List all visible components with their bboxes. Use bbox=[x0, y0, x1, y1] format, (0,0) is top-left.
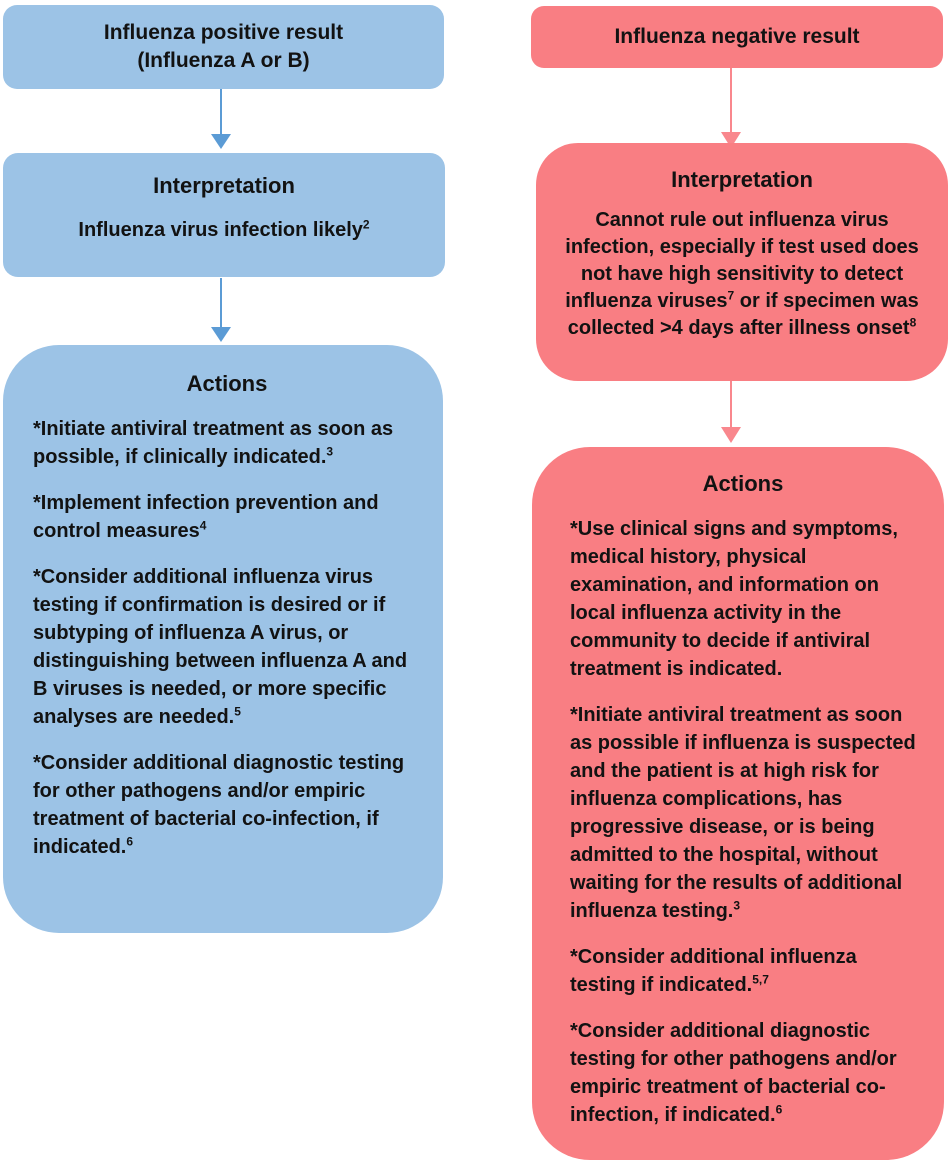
arrow-head bbox=[721, 427, 741, 443]
negative-down-arrow-2-icon bbox=[721, 381, 741, 443]
negative-result-title bbox=[614, 23, 859, 51]
positive-interpretation-body: Influenza virus infection likely$^2$ bbox=[78, 217, 370, 242]
positive-interpretation-box bbox=[3, 153, 445, 277]
negative-actions-heading: Actions bbox=[702, 471, 784, 496]
positive-result-line-1: Influenza positive result bbox=[103, 20, 344, 44]
positive-interpretation-heading: Interpretation bbox=[153, 173, 295, 198]
negative-actions-box bbox=[532, 447, 944, 1160]
negative-action-item: *Consider additional influenza testing if indicated.$^{5,7}$ bbox=[570, 946, 857, 997]
arrow-head bbox=[211, 134, 231, 149]
positive-action-item: *Consider additional diagnostic testing for other pathogens and/or empiric treatment of bacterial co-infection, if indicated.$^6$ bbox=[33, 752, 405, 859]
positive-down-arrow-2-icon bbox=[211, 278, 231, 342]
arrow-shaft bbox=[730, 381, 732, 427]
positive-down-arrow-1-icon bbox=[211, 89, 231, 149]
negative-result-line-1: Influenza negative result bbox=[614, 24, 860, 48]
positive-result-line-2: (Influenza A or B) bbox=[137, 49, 310, 72]
negative-down-arrow-1-icon bbox=[721, 68, 741, 148]
positive-result-title bbox=[104, 19, 343, 76]
positive-actions-heading: Actions bbox=[186, 371, 268, 396]
negative-interpretation-body: Cannot rule out influenza virus infection, especially if test used does not have high sensitivity to detect influenza viruses$^7$ or if specimen was collected >4 days after illness onset$^8$ bbox=[565, 209, 919, 340]
positive-actions-box bbox=[3, 345, 443, 933]
arrow-shaft bbox=[220, 89, 222, 134]
negative-action-item: *Initiate antiviral treatment as soon as possible if influenza is suspected and the patient is at high risk for influenza complications, has progressive disease, or is being admitted to the hospital, without waiting for the results of additional influenza testing.$^3$ bbox=[570, 704, 916, 923]
arrow-head bbox=[211, 327, 231, 342]
positive-action-item: *Consider additional influenza virus testing if confirmation is desired or if subtyping of influenza A virus, or distinguishing between influenza A and B viruses is needed, or more specific analyses are needed.$^5$ bbox=[33, 566, 408, 729]
negative-result-box bbox=[531, 6, 943, 68]
negative-action-item: *Consider additional diagnostic testing for other pathogens and/or empiric treatment of bacterial co-infection, if indicated.$^6$ bbox=[570, 1020, 897, 1127]
negative-interpretation-heading: Interpretation bbox=[671, 167, 813, 192]
positive-result-box bbox=[3, 5, 444, 89]
arrow-shaft bbox=[220, 278, 222, 327]
positive-action-item: *Initiate antiviral treatment as soon as possible, if clinically indicated.$^3$ bbox=[33, 418, 394, 469]
arrow-shaft bbox=[730, 68, 732, 132]
positive-action-item: *Implement infection prevention and control measures$^4$ bbox=[33, 492, 379, 543]
negative-interpretation-box bbox=[536, 143, 948, 381]
negative-action-item: *Use clinical signs and symptoms, medical history, physical examination, and information on local influenza activity in the community to decide if antiviral treatment is indicated. bbox=[570, 518, 898, 681]
